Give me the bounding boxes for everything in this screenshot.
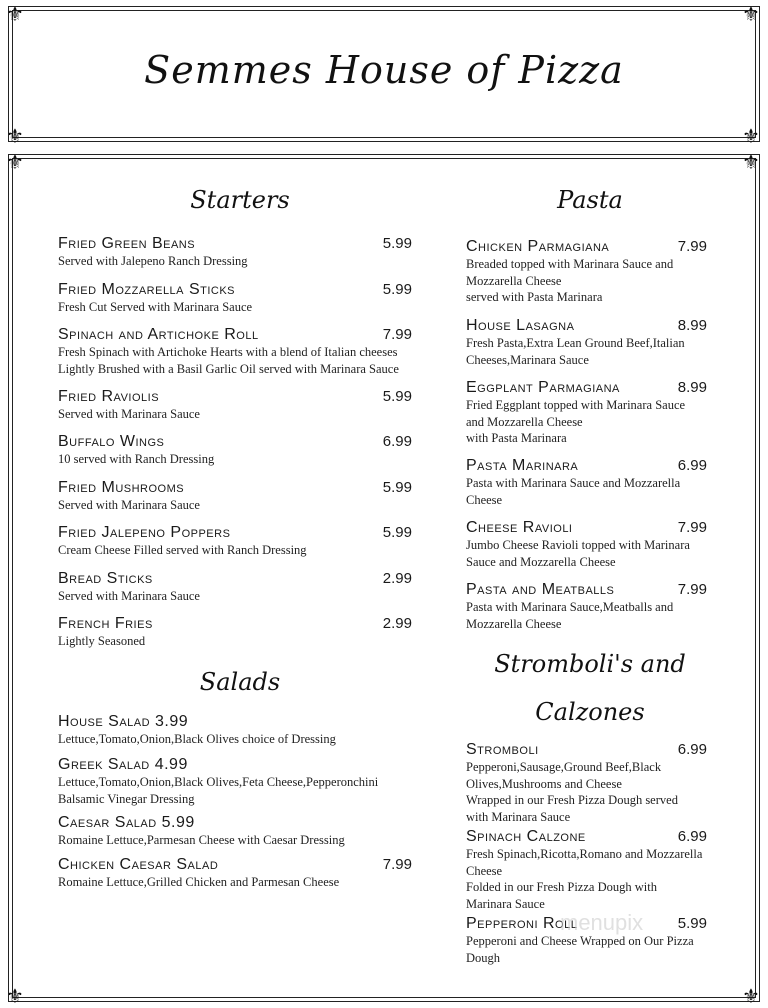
item-description: Fresh Cut Served with Marinara Sauce [58,300,253,314]
item-description: Fresh Spinach,Ricotta,Romano and Mozzarella [466,847,703,861]
menu-item [58,479,412,514]
item-description: Jumbo Cheese Ravioli topped with Marinara [466,538,690,552]
item-description: Wrapped in our Fresh Pizza Dough served [466,793,678,807]
item-name: Fried Green Beans [58,235,196,252]
item-price: 7.99 [382,856,412,873]
heading-pasta: Pasta [557,186,623,214]
item-description: Fried Eggplant topped with Marinara Sauce [466,398,686,412]
heading-calzones: Calzones [535,698,645,726]
item-description: Olives,Mushrooms and Cheese [466,776,622,791]
item-price: 2.99 [382,570,412,587]
item-price: 6.99 [382,433,412,450]
heading-starters: Starters [190,186,290,214]
item-price: 8.99 [677,317,707,334]
item-description: Cheese [466,492,503,507]
item-description: Pasta with Marinara Sauce,Meatballs and [466,600,674,614]
item-name: Spinach Calzone [466,828,586,845]
item-description: Pepperoni,Sausage,Ground Beef,Black [466,760,662,774]
item-description: Fresh Spinach with Artichoke Hearts with a blend of Italian cheeses [58,345,398,359]
fleur-de-lis-icon: ⚜ [6,150,24,174]
item-price: 5.99 [382,281,412,298]
item-price: 7.99 [677,581,707,598]
item-description: Served with Marinara Sauce [58,589,200,603]
menu-item [58,433,412,468]
menu-item [466,581,707,632]
item-description: Fresh Pasta,Extra Lean Ground Beef,Italian [466,336,685,350]
item-name: Stromboli [466,741,539,758]
item-description: served with Pasta Marinara [466,290,603,304]
menu-item [466,828,707,912]
item-description: Mozzarella Cheese [466,273,562,288]
item-description: Served with Marinara Sauce [58,498,200,512]
item-price: 7.99 [677,238,707,255]
restaurant-title: Semmes House of Pizza [144,48,624,92]
item-name: House Lasagna [466,317,575,334]
item-name: Pasta and Meatballs [466,581,615,598]
item-description: Cheeses,Marinara Sauce [466,352,589,367]
fleur-de-lis-icon: ⚜ [742,2,760,26]
item-description: Lettuce,Tomato,Onion,Black Olives choice of Dressing [58,732,336,746]
item-description: Lettuce,Tomato,Onion,Black Olives,Feta Cheese,Pepperonchini [58,775,379,789]
heading-salads: Salads [199,668,281,696]
item-name: Cheese Ravioli [466,519,573,536]
menu-item [58,326,412,377]
item-description: Pepperoni and Cheese Wrapped on Our Pizza [466,934,694,948]
item-description: Folded in our Fresh Pizza Dough with [466,880,657,894]
item-name: Buffalo Wings [58,433,165,450]
watermark: menupix [560,910,644,935]
item-name: French Fries [58,615,153,632]
menu-item [58,814,412,849]
fleur-de-lis-icon: ⚜ [6,984,24,1008]
item-description: Served with Marinara Sauce [58,407,200,421]
item-description: Served with Jalepeno Ranch Dressing [58,254,248,268]
fleur-de-lis-icon: ⚜ [742,984,760,1008]
item-description: and Mozzarella Cheese [466,414,583,429]
menu-item [58,570,412,605]
item-price: 7.99 [382,326,412,343]
item-description: Breaded topped with Marinara Sauce and [466,257,674,271]
item-price: 5.99 [382,479,412,496]
menu-item [58,615,412,650]
item-name: House Salad 3.99 [58,713,189,730]
item-name: Caesar Salad 5.99 [58,814,195,831]
item-description: Cream Cheese Filled served with Ranch Dressing [58,543,307,557]
item-description: Sauce and Mozzarella Cheese [466,554,616,569]
fleur-de-lis-icon: ⚜ [742,150,760,174]
item-name: Fried Mozzarella Sticks [58,281,236,298]
item-name: Chicken Caesar Salad [58,856,219,873]
item-description: Mozzarella Cheese [466,616,562,631]
item-description: Pasta with Marinara Sauce and Mozzarella [466,476,681,490]
item-price: 8.99 [677,379,707,396]
item-price: 6.99 [677,828,707,845]
menu-item [466,519,707,570]
item-price: 7.99 [677,519,707,536]
item-description: Dough [466,950,501,965]
menu-item [58,713,412,748]
heading-stromboli: Stromboli's and [494,650,686,678]
item-description: with Pasta Marinara [466,431,567,445]
menu-item [58,856,412,891]
item-price: 5.99 [382,235,412,252]
item-name: Greek Salad 4.99 [58,756,188,773]
menu-item [58,281,412,316]
fleur-de-lis-icon: ⚜ [6,2,24,26]
item-name: Spinach and Artichoke Roll [58,326,259,343]
item-name: Fried Raviolis [58,388,160,405]
item-description: Romaine Lettuce,Parmesan Cheese with Caesar Dressing [58,833,345,847]
item-price: 5.99 [382,524,412,541]
item-price: 5.99 [677,915,707,932]
item-name: Fried Mushrooms [58,479,185,496]
item-description: Lightly Seasoned [58,634,146,648]
item-description: Cheese [466,863,503,878]
item-price: 6.99 [677,457,707,474]
item-name: Chicken Parmagiana [466,238,610,255]
item-price: 2.99 [382,615,412,632]
item-name: Eggplant Parmagiana [466,379,620,396]
menu-item [466,379,707,447]
item-description: 10 served with Ranch Dressing [58,452,215,466]
item-name: Fried Jalepeno Poppers [58,524,231,541]
item-description: Romaine Lettuce,Grilled Chicken and Parmesan Cheese [58,875,340,889]
menu-item [58,235,412,270]
item-name: Bread Sticks [58,570,153,587]
menu-item [466,317,707,368]
item-description: Marinara Sauce [466,896,545,911]
menu-item [466,457,707,508]
menu-item [58,524,412,559]
menu-item [466,238,707,306]
fleur-de-lis-icon: ⚜ [742,124,760,148]
item-description: with Marinara Sauce [466,809,571,824]
item-name: Pasta Marinara [466,457,579,474]
item-name: Pepperoni Roll [466,915,578,932]
item-description: Balsamic Vinegar Dressing [58,791,195,806]
item-description: Lightly Brushed with a Basil Garlic Oil served with Marinara Sauce [58,361,399,376]
item-price: 6.99 [677,741,707,758]
item-price: 5.99 [382,388,412,405]
menu-item [58,756,412,807]
menu-item [58,388,412,423]
menu-item [466,741,707,825]
fleur-de-lis-icon: ⚜ [6,124,24,148]
